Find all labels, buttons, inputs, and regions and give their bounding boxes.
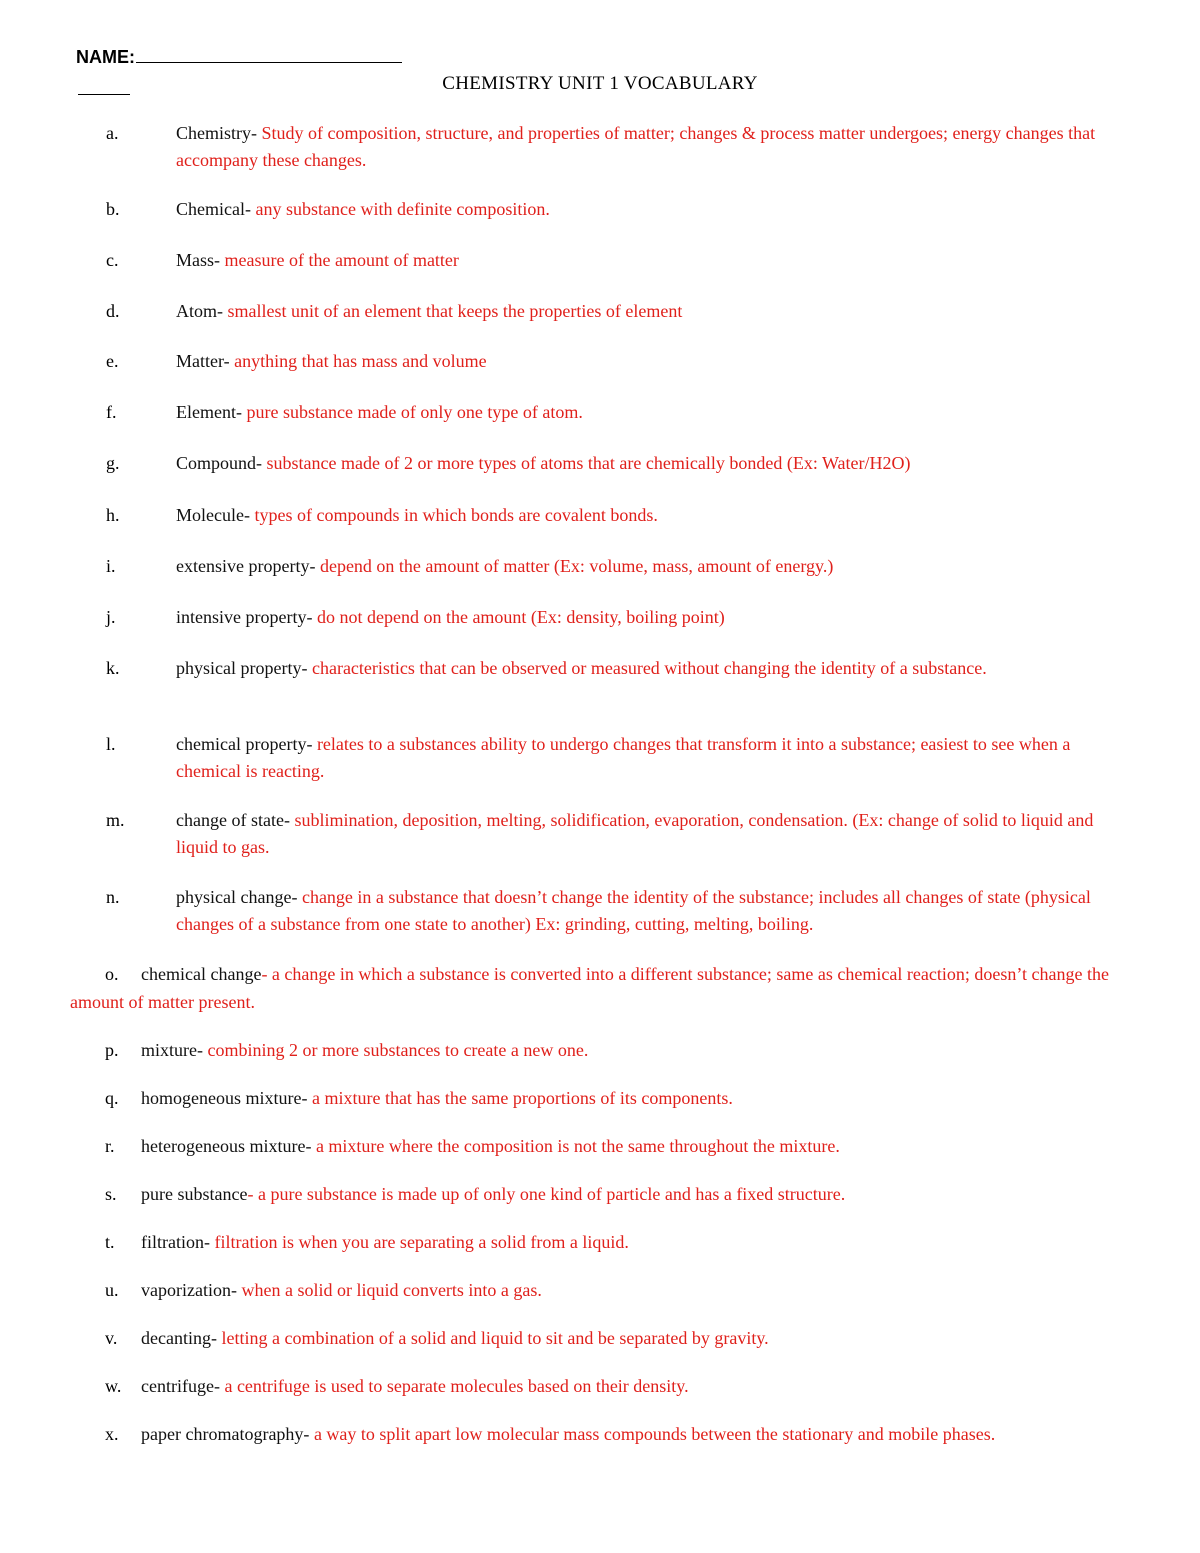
item-definition: smallest unit of an element that keeps the properties of element xyxy=(223,301,683,321)
item-letter: l. xyxy=(106,734,116,754)
item-term: chemical change xyxy=(141,964,262,984)
item-definition: characteristics that can be observed or measured without changing the identity of a substance. xyxy=(307,658,987,678)
item-letter: x. xyxy=(105,1424,119,1444)
item-definition: relates to a substances ability to undergo changes that transform it into a substance; easiest to see when a chemical is reacting. xyxy=(176,734,1071,781)
item-body xyxy=(176,553,1136,580)
item-term: paper chromatography- xyxy=(141,1424,310,1444)
vocab-item-x xyxy=(70,1420,1140,1448)
item-body xyxy=(176,247,1136,274)
item-body xyxy=(176,604,1136,631)
item-term: heterogeneous mixture- xyxy=(141,1136,312,1156)
item-term: Atom- xyxy=(176,301,223,321)
item-definition: change in a substance that doesn’t change the identity of the substance; includes all changes of state (physical changes of a substance from one state to another) Ex: grinding, cutting, melting, boiling. xyxy=(176,887,1091,934)
item-term: Molecule- xyxy=(176,505,250,525)
name-label: NAME: xyxy=(76,47,135,67)
item-letter: j. xyxy=(106,607,116,627)
item-definition: a centrifuge is used to separate molecules based on their density. xyxy=(219,1376,689,1396)
item-letter: h. xyxy=(106,505,120,525)
item-body xyxy=(176,731,1136,785)
item-term: change of state- xyxy=(176,810,290,830)
name-field-line[interactable] xyxy=(136,44,402,63)
item-term: homogeneous mixture- xyxy=(141,1088,308,1108)
item-term: Mass- xyxy=(176,250,220,270)
item-letter: v. xyxy=(105,1328,118,1348)
vocab-item-o xyxy=(70,960,1140,1016)
item-definition: depend on the amount of matter (Ex: volume, mass, amount of energy.) xyxy=(315,556,834,576)
item-body xyxy=(176,399,1136,426)
item-term: Chemical- xyxy=(176,199,251,219)
item-definition: when a solid or liquid converts into a gas. xyxy=(236,1280,542,1300)
item-letter: g. xyxy=(106,453,120,473)
item-letter: a. xyxy=(106,123,119,143)
page-title: CHEMISTRY UNIT 1 VOCABULARY xyxy=(442,73,758,94)
name-label-row xyxy=(76,44,402,69)
item-term: physical property- xyxy=(176,658,308,678)
item-term: extensive property- xyxy=(176,556,316,576)
item-definition: measure of the amount of matter xyxy=(220,250,459,270)
vocab-item-w xyxy=(70,1372,1140,1400)
item-definition: a mixture where the composition is not the same throughout the mixture. xyxy=(311,1136,840,1156)
item-term: intensive property- xyxy=(176,607,313,627)
item-letter: c. xyxy=(106,250,119,270)
item-letter: r. xyxy=(105,1136,115,1156)
vocab-item-r xyxy=(70,1132,1140,1160)
item-definition: any substance with definite composition. xyxy=(250,199,550,219)
item-body xyxy=(176,655,1136,682)
item-letter: w. xyxy=(105,1376,122,1396)
item-letter: m. xyxy=(106,810,125,830)
item-definition: Study of composition, structure, and properties of matter; changes & process matter undergoes; energy changes that accompany these changes. xyxy=(176,123,1096,170)
item-term: chemical property- xyxy=(176,734,313,754)
item-definition: pure substance made of only one type of atom. xyxy=(241,402,583,422)
item-letter: k. xyxy=(106,658,120,678)
item-letter: d. xyxy=(106,301,120,321)
vocab-item-u xyxy=(70,1276,1140,1304)
item-definition: - a pure substance is made up of only one kind of particle and has a fixed structure. xyxy=(247,1184,846,1204)
item-term: decanting- xyxy=(141,1328,217,1348)
item-term: Chemistry- xyxy=(176,123,257,143)
item-definition: - a change in which a substance is converted into a different substance; same as chemical reaction; doesn’t change the amount of matter present. xyxy=(70,964,1109,1012)
item-body xyxy=(176,348,1136,375)
item-definition: a way to split apart low molecular mass compounds between the stationary and mobile phases. xyxy=(309,1424,996,1444)
item-body xyxy=(176,120,1136,174)
item-letter: f. xyxy=(106,402,117,422)
item-definition: anything that has mass and volume xyxy=(229,351,487,371)
item-body xyxy=(176,884,1136,938)
item-definition: sublimination, deposition, melting, solidification, evaporation, condensation. (Ex: change of solid to liquid and liquid to gas. xyxy=(176,810,1094,857)
item-term: filtration- xyxy=(141,1232,210,1252)
item-definition: combining 2 or more substances to create a new one. xyxy=(202,1040,589,1060)
item-term: Matter- xyxy=(176,351,230,371)
item-letter: p. xyxy=(105,1040,119,1060)
vocab-item-v xyxy=(70,1324,1140,1352)
item-definition: filtration is when you are separating a solid from a liquid. xyxy=(209,1232,629,1252)
vocab-item-q xyxy=(70,1084,1140,1112)
vocab-item-s xyxy=(70,1180,1140,1208)
vocab-item-t xyxy=(70,1228,1140,1256)
item-letter: q. xyxy=(105,1088,119,1108)
item-term: mixture- xyxy=(141,1040,203,1060)
item-definition: types of compounds in which bonds are covalent bonds. xyxy=(249,505,658,525)
item-body xyxy=(176,196,1136,223)
item-definition: do not depend on the amount (Ex: density, boiling point) xyxy=(312,607,725,627)
item-definition: substance made of 2 or more types of atoms that are chemically bonded (Ex: Water/H2O) xyxy=(262,453,911,473)
item-term: Compound- xyxy=(176,453,263,473)
item-term: physical change- xyxy=(176,887,298,907)
item-term: vaporization- xyxy=(141,1280,237,1300)
vocab-item-p xyxy=(70,1036,1140,1064)
item-body xyxy=(176,450,1136,477)
item-term: pure substance xyxy=(141,1184,248,1204)
item-letter: o. xyxy=(105,964,119,984)
item-letter: i. xyxy=(106,556,116,576)
item-letter: t. xyxy=(105,1232,115,1252)
item-body xyxy=(176,807,1136,861)
item-term: Element- xyxy=(176,402,242,422)
item-letter: b. xyxy=(106,199,120,219)
item-letter: s. xyxy=(105,1184,117,1204)
item-body xyxy=(176,502,1136,529)
item-letter: u. xyxy=(105,1280,119,1300)
item-definition: letting a combination of a solid and liquid to sit and be separated by gravity. xyxy=(216,1328,769,1348)
item-definition: a mixture that has the same proportions of its components. xyxy=(307,1088,733,1108)
item-letter: n. xyxy=(106,887,120,907)
item-term: centrifuge- xyxy=(141,1376,220,1396)
item-letter: e. xyxy=(106,351,119,371)
item-body xyxy=(176,298,1136,325)
